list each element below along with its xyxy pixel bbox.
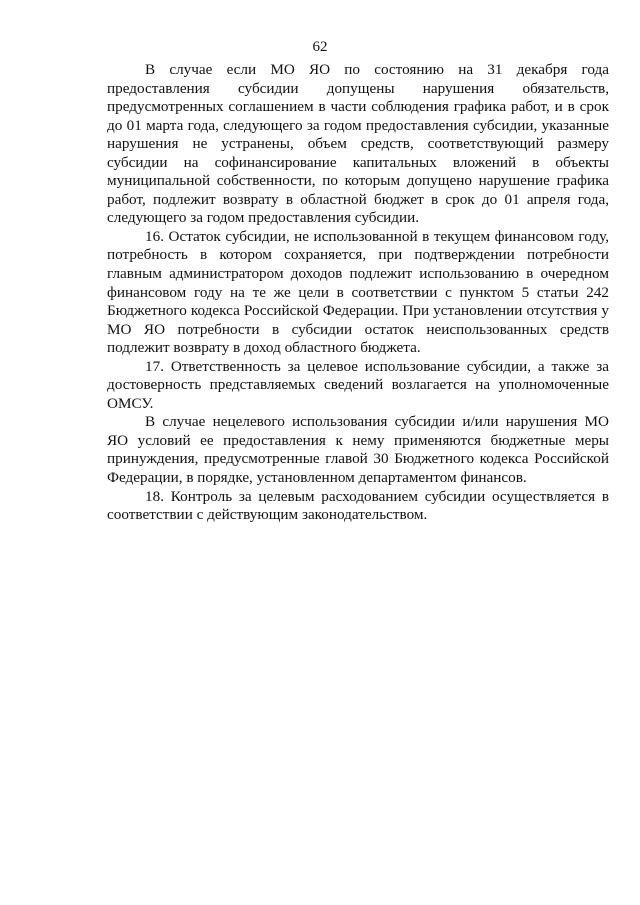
page-number: 62 bbox=[312, 39, 328, 55]
paragraph-misuse-measures: В случае нецелевого использования субсидии и/или нарушения МО ЯО условий ее предоставления к нему применяются бюджетные меры принуждения, предусмотренные главой 30 Бюджетного кодекса Российской Федерации, в порядке, установленном департаментом финансов. bbox=[107, 413, 609, 487]
paragraph-17-responsibility: 17. Ответственность за целевое использование субсидии, а также за достоверность представляемых сведений возлагается на уполномоченные ОМСУ. bbox=[107, 357, 609, 412]
paragraph-violation-schedule: В случае если МО ЯО по состоянию на 31 декабря года предоставления субсидии допущены нарушения обязательств, предусмотренных соглашением в части соблюдения графика работ, и в срок до 01 марта года, следующего за годом предоставления субсидии, указанные нарушения не устранены, объем средств, соответствующий размеру субсидии на софинансирование капитальных вложений в объекты муниципальной собственности, по которым допущено нарушение графика работ, подлежит возврату в областной бюджет в срок до 01 апреля года, следующего за годом предоставления субсидии. bbox=[107, 61, 609, 227]
paragraph-18-control: 18. Контроль за целевым расходованием субсидии осуществляется в соответствии с действующим законодательством. bbox=[107, 487, 609, 524]
document-body bbox=[107, 61, 609, 525]
paragraph-16-subsidy-balance: 16. Остаток субсидии, не использованной в текущем финансовом году, потребность в котором сохраняется, при подтверждении потребности главным администратором доходов подлежит использованию в очередном финансовом году на те же цели в соответствии с пунктом 5 статьи 242 Бюджетного кодекса Российской Федерации. При установлении отсутствия у МО ЯО потребности в субсидии остаток неиспользованных средств подлежит возврату в доход областного бюджета. bbox=[107, 227, 609, 357]
